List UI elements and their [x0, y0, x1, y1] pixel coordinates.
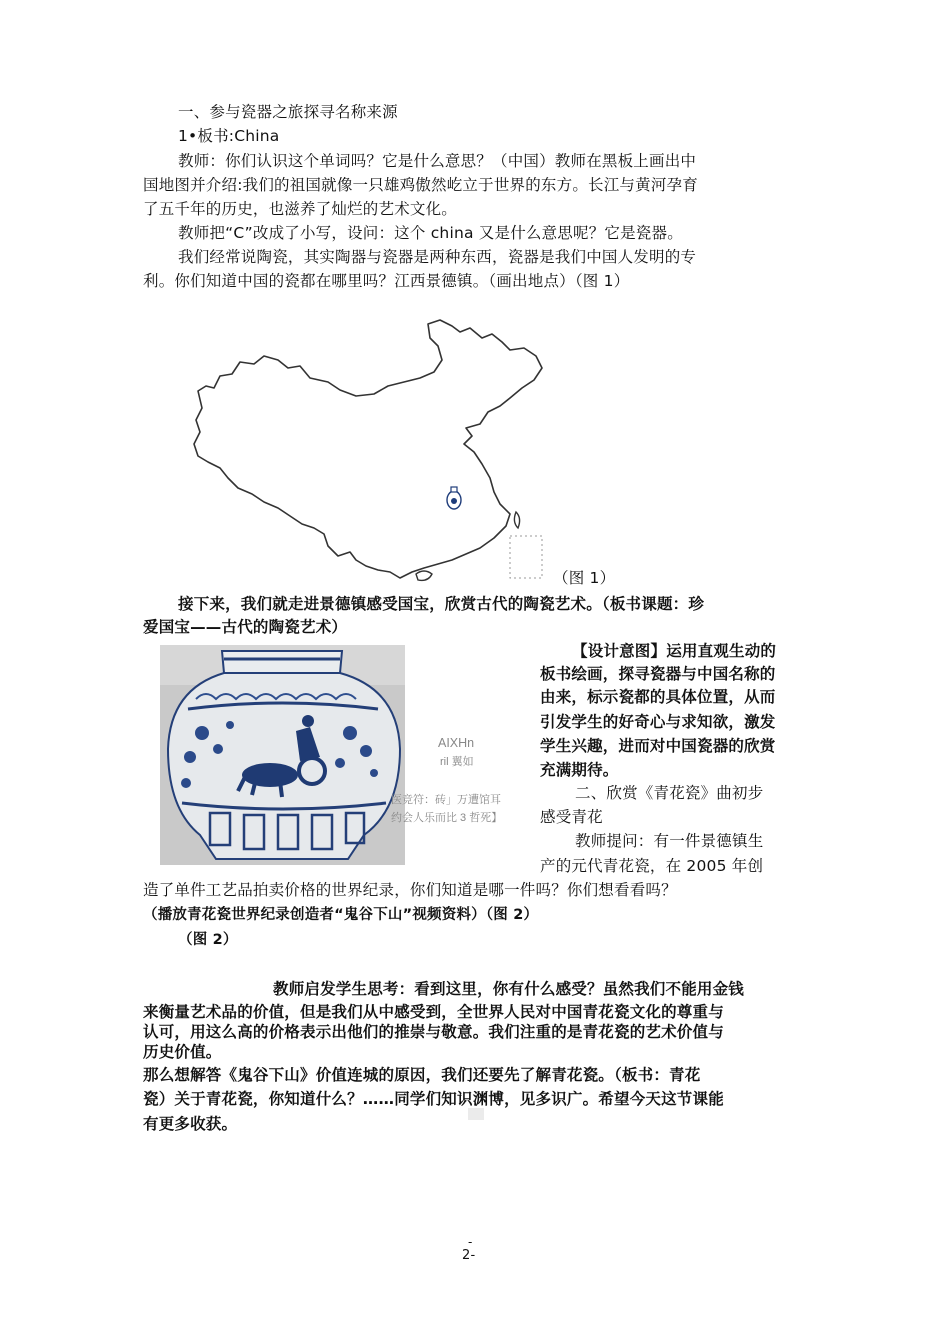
paragraph-line: 造了单件工艺品拍卖价格的世界纪录，你们知道是哪一件吗？你们想看看吗？ [143, 881, 677, 899]
watermark-text: AIXHn [438, 736, 475, 750]
paragraph-line: 产的元代青花瓷，在 2005 年创 [540, 857, 764, 875]
figure1-caption: （图 1） [553, 569, 616, 587]
section-heading: 二、欣赏《青花瓷》曲初步 [575, 784, 764, 802]
paragraph-line: 利。你们知道中国的瓷都在哪里吗？江西景德镇。（画出地点）（图 1） [143, 272, 630, 290]
section-heading: 一、参与瓷器之旅探寻名称来源 [178, 103, 398, 121]
china-outline [194, 320, 542, 578]
paragraph-line: 教师把“C”改成了小写，设问：这个 china 又是什么意思呢？它是瓷器。 [178, 224, 683, 242]
paragraph-line: 国地图并介绍:我们的祖国就像一只雄鸡傲然屹立于世界的东方。长江与黄河孕育 [143, 176, 698, 194]
paragraph-line: 了五千年的历史，也滋养了灿烂的艺术文化。 [143, 200, 458, 218]
paragraph-line: 瓷）关于青花瓷，你知道什么？……同学们知识渊博，见多识广。希望今天这节课能 [143, 1090, 724, 1108]
hainan-island [416, 571, 432, 580]
jingdezhen-vase-marker [447, 487, 461, 509]
paragraph-line: 教师启发学生思考：看到这里，你有什么感受？虽然我们不能用金钱 [273, 980, 745, 998]
design-intent-line: 引发学生的好奇心与求知欲，激发 [540, 713, 776, 731]
paragraph-line: 爱国宝——古代的陶瓷艺术） [143, 618, 348, 636]
paragraph-line: 我们经常说陶瓷，其实陶器与瓷器是两种东西，瓷器是我们中国人发明的专 [178, 248, 697, 266]
south-sea-inset [510, 536, 542, 578]
paragraph-line: 接下来，我们就走进景德镇感受国宝，欣赏古代的陶瓷艺术。（板书课题：珍 [178, 595, 705, 613]
paragraph-line: 历史价值。 [143, 1043, 222, 1061]
footer-dash: - [468, 1235, 473, 1249]
inset-caption: 医竞符：砖」万遭馆耳 [391, 794, 501, 806]
section-heading: 感受青花 [540, 808, 603, 826]
paragraph-line: 有更多收获。 [143, 1115, 238, 1133]
paragraph-line: （播放青花瓷世界纪录创造者“鬼谷下山”视频资料）（图 2） [143, 907, 539, 923]
china-map-figure [190, 316, 550, 584]
blue-white-jar-photo [160, 645, 405, 865]
paragraph-line: 那么想解答《鬼谷下山》价值连城的原因，我们还要先了解青花瓷。（板书：青花 [143, 1066, 701, 1084]
page-number: 2- [462, 1248, 476, 1263]
inset-caption: 约会人乐而比 3 哲死】 [391, 812, 503, 824]
design-intent-line: 由来，标示瓷都的具体位置，从而 [540, 688, 776, 706]
paragraph-line: 来衡量艺术品的价值，但是我们从中感受到，全世界人民对中国青花瓷文化的尊重与 [143, 1003, 724, 1021]
design-intent-line: 学生兴趣，进而对中国瓷器的欣赏 [540, 737, 776, 755]
taiwan-island [514, 512, 519, 528]
paragraph-line: 教师提问：有一件景德镇生 [575, 832, 764, 850]
watermark-text: ril 翼如 [440, 756, 474, 768]
board-text: 1•板书:China [178, 127, 280, 145]
paragraph-line: 认可，用这么高的价格表示出他们的推崇与敬意。我们注重的是青花瓷的艺术价值与 [143, 1023, 724, 1041]
design-intent-line: 【设计意图】运用直观生动的 [572, 642, 777, 660]
figure2-label: （图 2） [178, 932, 238, 948]
design-intent-line: 充满期待。 [540, 761, 619, 779]
paragraph-line: 教师：你们认识这个单词吗？它是什么意思？（中国）教师在黑板上画出中 [178, 152, 697, 170]
design-intent-line: 板书绘画，探寻瓷器与中国名称的 [540, 665, 776, 683]
scan-smudge [468, 1108, 484, 1120]
